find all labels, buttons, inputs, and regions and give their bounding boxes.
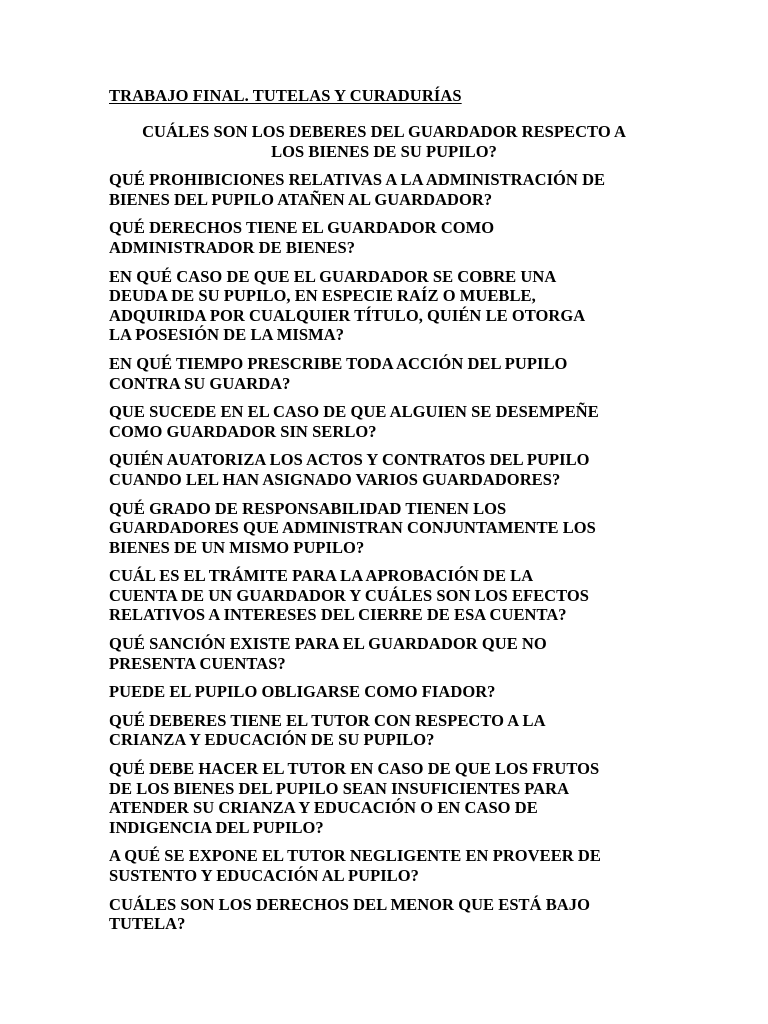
question-line: LOS BIENES DE SU PUPILO? <box>271 141 497 161</box>
question-line: ADMINISTRADOR DE BIENES? <box>109 237 355 257</box>
question-line: BIENES DEL PUPILO ATAÑEN AL GUARDADOR? <box>109 189 493 209</box>
question-item <box>109 354 669 393</box>
question-line: INDIGENCIA DEL PUPILO? <box>109 817 324 837</box>
question-item <box>109 711 669 750</box>
question-line: QUE SUCEDE EN EL CASO DE QUE ALGUIEN SE DESEMPEÑE <box>109 402 599 422</box>
question-item <box>109 122 659 161</box>
question-item <box>109 218 669 257</box>
question-line: QUÉ GRADO DE RESPONSABILIDAD TIENEN LOS <box>109 498 507 518</box>
question-line: QUÉ DEBE HACER EL TUTOR EN CASO DE QUE LOS FRUTOS <box>109 759 600 779</box>
question-item <box>109 895 669 934</box>
question-item <box>109 267 669 345</box>
question-line: QUÉ SANCIÓN EXISTE PARA EL GUARDADOR QUE NO <box>109 634 547 654</box>
question-line: CUÁL ES EL TRÁMITE PARA LA APROBACIÓN DE LA <box>109 566 534 586</box>
question-line: DE LOS BIENES DEL PUPILO SEAN INSUFICIENTES PARA <box>109 778 570 798</box>
question-line: DEUDA DE SU PUPILO, EN ESPECIE RAÍZ O MUEBLE, <box>109 286 536 306</box>
question-item <box>109 450 669 489</box>
question-line: QUÉ PROHIBICIONES RELATIVAS A LA ADMINISTRACIÓN DE <box>109 170 606 190</box>
question-line: PRESENTA CUENTAS? <box>109 653 286 673</box>
question-item <box>109 846 669 885</box>
question-line: CUÁLES SON LOS DEBERES DEL GUARDADOR RESPECTO A <box>142 122 626 141</box>
question-line: CUENTA DE UN GUARDADOR Y CUÁLES SON LOS EFECTOS <box>109 585 590 605</box>
question-item <box>109 566 669 625</box>
question-line: CRIANZA Y EDUCACIÓN DE SU PUPILO? <box>109 730 435 750</box>
question-item <box>109 634 669 673</box>
question-line: QUÉ DERECHOS TIENE EL GUARDADOR COMO <box>109 218 495 238</box>
question-line: QUÉ DEBERES TIENE EL TUTOR CON RESPECTO A LA <box>109 710 546 730</box>
question-line: EN QUÉ CASO DE QUE EL GUARDADOR SE COBRE UNA <box>109 266 557 286</box>
question-line: CONTRA SU GUARDA? <box>109 373 291 393</box>
question-item <box>109 170 669 209</box>
question-line: ATENDER SU CRIANZA Y EDUCACIÓN O EN CASO DE <box>109 798 538 818</box>
question-item <box>109 682 669 702</box>
question-line: ADQUIRIDA POR CUALQUIER TÍTULO, QUIÉN LE OTORGA <box>109 305 586 325</box>
question-line: A QUÉ SE EXPONE EL TUTOR NEGLIGENTE EN PROVEER DE <box>109 846 601 866</box>
question-item <box>109 402 669 441</box>
question-line: CUANDO LEL HAN ASIGNADO VARIOS GUARDADORES? <box>109 469 561 489</box>
question-line: COMO GUARDADOR SIN SERLO? <box>109 421 377 441</box>
question-line: RELATIVOS A INTERESES DEL CIERRE DE ESA CUENTA? <box>109 605 567 625</box>
question-item <box>109 499 669 558</box>
question-line: BIENES DE UN MISMO PUPILO? <box>109 537 365 557</box>
document-title: TRABAJO FINAL. TUTELAS Y CURADURÍAS <box>109 86 462 105</box>
question-line: SUSTENTO Y EDUCACIÓN AL PUPILO? <box>109 866 419 885</box>
question-line: QUIÉN AUATORIZA LOS ACTOS Y CONTRATOS DEL PUPILO <box>109 450 590 470</box>
question-line: EN QUÉ TIEMPO PRESCRIBE TODA ACCIÓN DEL PUPILO <box>109 353 568 373</box>
question-line: GUARDADORES QUE ADMINISTRAN CONJUNTAMENTE LOS <box>109 518 596 538</box>
question-line: LA POSESIÓN DE LA MISMA? <box>109 325 344 345</box>
question-list <box>109 122 669 943</box>
question-line: PUEDE EL PUPILO OBLIGARSE COMO FIADOR? <box>109 682 496 702</box>
question-item <box>109 759 669 837</box>
question-line: CUÁLES SON LOS DERECHOS DEL MENOR QUE ESTÁ BAJO <box>109 894 590 914</box>
question-line: TUTELA? <box>109 914 186 934</box>
